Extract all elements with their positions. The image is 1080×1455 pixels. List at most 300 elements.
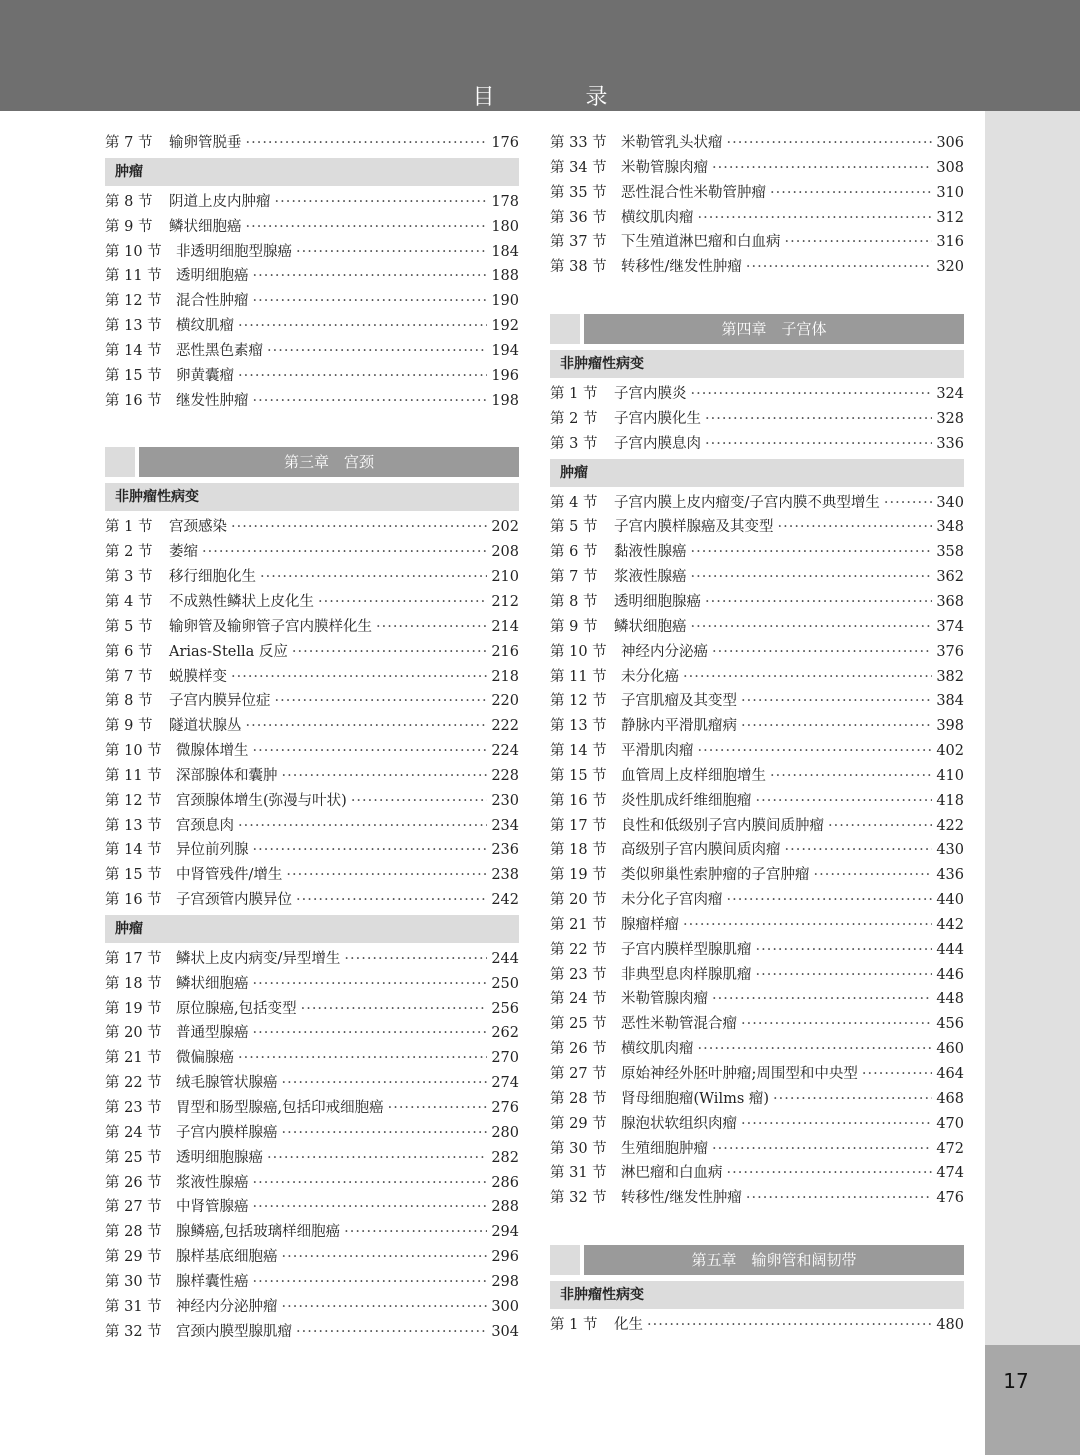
- page-ref: 474: [936, 1165, 964, 1182]
- toc-entry[interactable]: [550, 888, 964, 913]
- page-ref: 208: [491, 544, 519, 561]
- section-number: 第 31 节: [105, 1298, 162, 1315]
- dot-leader: [691, 615, 933, 640]
- page-ref: 410: [936, 767, 964, 784]
- chapter-title: 第五章 输卵管和阔韧带: [584, 1245, 964, 1275]
- section-number: 第 24 节: [550, 991, 607, 1008]
- toc-entry[interactable]: [550, 590, 964, 615]
- toc-entry[interactable]: [550, 1186, 964, 1211]
- toc-entry[interactable]: [105, 364, 519, 389]
- entry-title: 米勒管腺肉瘤: [621, 991, 708, 1008]
- toc-entry[interactable]: [550, 665, 964, 690]
- category-heading: 肿瘤: [105, 158, 519, 186]
- section-number: 第 25 节: [105, 1149, 162, 1166]
- toc-entry[interactable]: [105, 665, 519, 690]
- toc-entry[interactable]: [105, 615, 519, 640]
- dot-leader: [253, 972, 488, 997]
- page-ref: 286: [491, 1174, 519, 1191]
- entry-title: 异位前列腺: [176, 842, 249, 859]
- page-ref: 244: [491, 950, 519, 967]
- entry-title: 子宫颈管内膜异位: [176, 892, 292, 909]
- entry-title: 炎性肌成纤维细胞瘤: [621, 792, 752, 809]
- dot-leader: [741, 714, 932, 739]
- toc-entry[interactable]: [105, 389, 519, 414]
- toc-entry[interactable]: [105, 1121, 519, 1146]
- toc-entry[interactable]: [550, 963, 964, 988]
- section-number: 第 24 节: [105, 1124, 162, 1141]
- section-number: 第 10 节: [550, 643, 607, 660]
- toc-entry[interactable]: [105, 1270, 519, 1295]
- section-number: 第 22 节: [550, 941, 607, 958]
- section-number: 第 33 节: [550, 135, 607, 151]
- toc-entry[interactable]: [105, 590, 519, 615]
- entry-title: 腺样基底细胞癌: [176, 1249, 278, 1266]
- dot-leader: [376, 615, 487, 640]
- dot-leader: [691, 540, 933, 565]
- side-margin-band: [985, 111, 1080, 1455]
- page-ref: 270: [491, 1050, 519, 1067]
- page-ref: 376: [936, 643, 964, 660]
- toc-entry[interactable]: [105, 1146, 519, 1171]
- page-ref: 384: [936, 693, 964, 710]
- entry-title: 鳞状细胞癌: [169, 218, 242, 235]
- toc-entry[interactable]: [105, 1096, 519, 1121]
- entry-title: 蜕膜样变: [169, 668, 227, 685]
- toc-entry[interactable]: [105, 789, 519, 814]
- dot-leader: [698, 739, 933, 764]
- dot-leader: [785, 230, 933, 255]
- dot-leader: [282, 1121, 488, 1146]
- entry-title: 卵黄囊瘤: [176, 367, 234, 384]
- dot-leader: [238, 364, 487, 389]
- dot-leader: [746, 255, 932, 280]
- entry-title: 神经内分泌癌: [621, 643, 708, 660]
- page-ref: 234: [491, 817, 519, 834]
- section-number: 第 5 节: [105, 618, 153, 635]
- dot-leader: [301, 997, 488, 1022]
- toc-entry[interactable]: [105, 314, 519, 339]
- toc-entry[interactable]: [550, 789, 964, 814]
- entry-title: 腺泡状软组织肉瘤: [621, 1115, 737, 1132]
- toc-entry[interactable]: [105, 689, 519, 714]
- entry-title: 浆液性腺癌: [614, 569, 687, 586]
- entry-title: 转移性/继发性肿瘤: [621, 259, 742, 276]
- page-ref: 212: [491, 593, 519, 610]
- toc-entry[interactable]: [550, 987, 964, 1012]
- entry-title: 恶性黑色素瘤: [176, 342, 263, 359]
- page-ref: 402: [936, 743, 964, 760]
- section-number: 第 28 节: [550, 1090, 607, 1107]
- toc-entry[interactable]: [105, 1320, 519, 1345]
- dot-leader: [253, 1195, 488, 1220]
- section-number: 第 12 节: [105, 293, 162, 310]
- section-number: 第 12 节: [550, 693, 607, 710]
- page-ref: 422: [936, 817, 964, 834]
- dot-leader: [705, 432, 932, 457]
- toc-entry[interactable]: [550, 565, 964, 590]
- page-ref: 480: [936, 1317, 964, 1334]
- section-number: 第 3 节: [105, 569, 153, 586]
- toc-entry[interactable]: [550, 764, 964, 789]
- page-ref: 304: [491, 1323, 519, 1340]
- entry-title: 子宫内膜样腺癌及其变型: [614, 519, 774, 536]
- section-number: 第 14 节: [550, 743, 607, 760]
- page-ref: 308: [936, 159, 964, 176]
- page-ref: 320: [936, 259, 964, 276]
- page-title: 目 录: [472, 85, 650, 110]
- toc-entry[interactable]: [550, 1313, 964, 1338]
- toc-entry[interactable]: [550, 739, 964, 764]
- toc-entry[interactable]: [550, 1012, 964, 1037]
- toc-entry[interactable]: [550, 382, 964, 407]
- toc-entry[interactable]: [105, 1046, 519, 1071]
- page-ref: 192: [491, 318, 519, 335]
- chapter-heading: [105, 447, 519, 477]
- page-ref: 348: [936, 519, 964, 536]
- page-ref: 312: [936, 209, 964, 226]
- toc-entry[interactable]: [550, 540, 964, 565]
- dot-leader: [705, 590, 932, 615]
- entry-title: Arias-Stella 反应: [169, 643, 288, 660]
- toc-entry[interactable]: [550, 938, 964, 963]
- entry-title: 透明细胞腺癌: [176, 1149, 263, 1166]
- toc-entry[interactable]: [105, 565, 519, 590]
- page-ref: 296: [491, 1249, 519, 1266]
- dot-leader: [275, 689, 488, 714]
- entry-title: 横纹肌瘤: [176, 318, 234, 335]
- dot-leader: [267, 339, 487, 364]
- page-ref: 282: [491, 1149, 519, 1166]
- toc-entry[interactable]: [105, 339, 519, 364]
- page-ref: 442: [936, 916, 964, 933]
- section-number: 第 1 节: [550, 1317, 598, 1334]
- page-ref: 236: [491, 842, 519, 859]
- page-ref: 276: [491, 1100, 519, 1116]
- toc-entry[interactable]: [105, 1171, 519, 1196]
- toc-entry[interactable]: [550, 206, 964, 231]
- dot-leader: [770, 764, 932, 789]
- toc-entry[interactable]: [105, 515, 519, 540]
- dot-leader: [712, 640, 932, 665]
- toc-entry[interactable]: [550, 407, 964, 432]
- page-ref: 224: [491, 743, 519, 760]
- page-number: 17: [1003, 1369, 1029, 1393]
- page-ref: 328: [936, 410, 964, 427]
- toc-entry[interactable]: [550, 491, 964, 516]
- dot-leader: [741, 1112, 932, 1137]
- dot-leader: [691, 565, 933, 590]
- toc-entry[interactable]: [105, 190, 519, 215]
- toc-entry[interactable]: [550, 640, 964, 665]
- toc-entry[interactable]: [105, 240, 519, 265]
- toc-entry[interactable]: [550, 615, 964, 640]
- dot-leader: [351, 789, 487, 814]
- page-ref: 374: [936, 618, 964, 635]
- section-number: 第 35 节: [550, 184, 607, 201]
- toc-entry[interactable]: [105, 264, 519, 289]
- entry-title: 生殖细胞肿瘤: [621, 1140, 708, 1157]
- page-ref: 430: [936, 842, 964, 859]
- page-ref: 194: [491, 342, 519, 359]
- page-ref: 300: [491, 1298, 519, 1315]
- toc-entry[interactable]: [105, 1071, 519, 1096]
- page-ref: 436: [936, 867, 964, 884]
- section-number: 第 32 节: [550, 1190, 607, 1207]
- toc-entry[interactable]: [105, 215, 519, 240]
- section-number: 第 26 节: [105, 1174, 162, 1191]
- entry-title: 深部腺体和囊肿: [176, 767, 278, 784]
- section-number: 第 16 节: [105, 892, 162, 909]
- dot-leader: [318, 590, 487, 615]
- toc-entry[interactable]: [105, 714, 519, 739]
- section-number: 第 1 节: [105, 519, 153, 536]
- toc-entry[interactable]: [105, 764, 519, 789]
- page-ref: 464: [936, 1066, 964, 1082]
- toc-entry[interactable]: [105, 739, 519, 764]
- dot-leader: [282, 764, 488, 789]
- entry-title: 子宫内膜样型腺肌瘤: [621, 941, 752, 958]
- dot-leader: [296, 240, 487, 265]
- entry-title: 鳞状细胞癌: [614, 618, 687, 635]
- dot-leader: [814, 863, 933, 888]
- toc-entry[interactable]: [550, 1062, 964, 1087]
- dot-leader: [260, 565, 487, 590]
- section-number: 第 7 节: [105, 668, 153, 685]
- page-ref: 306: [936, 135, 964, 151]
- section-number: 第 17 节: [550, 817, 607, 834]
- section-number: 第 19 节: [105, 1000, 162, 1017]
- entry-title: 宫颈感染: [169, 519, 227, 536]
- entry-title: 不成熟性鳞状上皮化生: [169, 593, 314, 610]
- header-bar: [0, 0, 1080, 111]
- section-number: 第 19 节: [550, 867, 607, 884]
- entry-title: 米勒管腺肉瘤: [621, 159, 708, 176]
- entry-title: 转移性/继发性肿瘤: [621, 1190, 742, 1207]
- toc-entry[interactable]: [105, 540, 519, 565]
- toc-entry[interactable]: [105, 1021, 519, 1046]
- entry-title: 恶性米勒管混合瘤: [621, 1016, 737, 1033]
- entry-title: 腺鳞癌,包括玻璃样细胞癌: [176, 1224, 341, 1241]
- chapter-marker: [550, 1245, 580, 1275]
- toc-entry[interactable]: [105, 814, 519, 839]
- entry-title: 横纹肌肉瘤: [621, 1041, 694, 1058]
- page-ref: 178: [491, 193, 519, 210]
- page-ref: 298: [491, 1273, 519, 1290]
- section-number: 第 21 节: [550, 916, 607, 933]
- page-ref: 216: [491, 643, 519, 660]
- toc-entry[interactable]: [550, 814, 964, 839]
- toc-entry[interactable]: [550, 714, 964, 739]
- toc-entry[interactable]: [105, 131, 519, 156]
- dot-leader: [231, 515, 487, 540]
- page-ref: 176: [491, 135, 519, 151]
- dot-leader: [756, 789, 933, 814]
- section-number: 第 13 节: [105, 318, 162, 335]
- dot-leader: [344, 1220, 487, 1245]
- section-number: 第 21 节: [105, 1050, 162, 1067]
- toc-entry[interactable]: [105, 289, 519, 314]
- page-ref: 210: [491, 569, 519, 586]
- page-ref: 230: [491, 792, 519, 809]
- dot-leader: [246, 131, 488, 156]
- dot-leader: [712, 156, 932, 181]
- toc-entry[interactable]: [105, 1245, 519, 1270]
- toc-entry[interactable]: [105, 947, 519, 972]
- dot-leader: [756, 963, 933, 988]
- toc-entry[interactable]: [550, 1137, 964, 1162]
- entry-title: 黏液性腺癌: [614, 544, 687, 561]
- page-ref: 256: [491, 1000, 519, 1017]
- section-number: 第 8 节: [105, 193, 153, 210]
- toc-entry[interactable]: [550, 838, 964, 863]
- section-number: 第 2 节: [550, 410, 598, 427]
- toc-entry[interactable]: [105, 1295, 519, 1320]
- section-number: 第 23 节: [550, 966, 607, 983]
- section-number: 第 26 节: [550, 1041, 607, 1058]
- entry-title: 神经内分泌肿瘤: [176, 1298, 278, 1315]
- toc-entry[interactable]: [550, 156, 964, 181]
- toc-entry[interactable]: [550, 131, 964, 156]
- entry-title: 萎缩: [169, 544, 198, 561]
- toc-entry[interactable]: [105, 1195, 519, 1220]
- section-number: 第 8 节: [550, 593, 598, 610]
- dot-leader: [253, 264, 488, 289]
- entry-title: 原位腺癌,包括变型: [176, 1000, 297, 1017]
- section-number: 第 22 节: [105, 1075, 162, 1092]
- dot-leader: [296, 1320, 487, 1345]
- entry-title: 未分化癌: [621, 668, 679, 685]
- section-number: 第 36 节: [550, 209, 607, 226]
- dot-leader: [292, 640, 487, 665]
- section-number: 第 23 节: [105, 1100, 162, 1116]
- entry-title: 米勒管乳头状瘤: [621, 135, 723, 151]
- dot-leader: [884, 491, 932, 516]
- page-ref: 250: [491, 975, 519, 992]
- dot-leader: [705, 407, 932, 432]
- chapter-heading: [550, 314, 964, 344]
- page-ref: 262: [491, 1025, 519, 1042]
- page-ref: 382: [936, 668, 964, 685]
- toc-entry[interactable]: [550, 1087, 964, 1112]
- entry-title: 子宫内膜上皮内瘤变/子宫内膜不典型增生: [614, 494, 880, 511]
- section-number: 第 17 节: [105, 950, 162, 967]
- chapter-marker: [105, 447, 135, 477]
- entry-title: 高级别子宫内膜间质肉瘤: [621, 842, 781, 859]
- toc-entry[interactable]: [550, 515, 964, 540]
- toc-entry[interactable]: [550, 913, 964, 938]
- dot-leader: [231, 665, 487, 690]
- dot-leader: [253, 1270, 488, 1295]
- section-number: 第 4 节: [550, 494, 598, 511]
- page-ref: 358: [936, 544, 964, 561]
- entry-title: 子宫肌瘤及其变型: [621, 693, 737, 710]
- dot-leader: [712, 1137, 932, 1162]
- entry-title: 输卵管及输卵管子宫内膜样化生: [169, 618, 372, 635]
- toc-entry[interactable]: [105, 888, 519, 913]
- page-ref: 456: [936, 1016, 964, 1033]
- toc-entry[interactable]: [105, 838, 519, 863]
- toc-entry[interactable]: [105, 972, 519, 997]
- entry-title: 中肾管腺癌: [176, 1199, 249, 1216]
- section-number: 第 15 节: [105, 867, 162, 884]
- toc-entry[interactable]: [550, 230, 964, 255]
- section-number: 第 11 节: [550, 668, 607, 685]
- dot-leader: [862, 1062, 932, 1087]
- dot-leader: [238, 814, 487, 839]
- section-number: 第 30 节: [105, 1273, 162, 1290]
- page-ref: 448: [936, 991, 964, 1008]
- dot-leader: [683, 665, 932, 690]
- toc-entry[interactable]: [105, 1220, 519, 1245]
- entry-title: 子宫内膜息肉: [614, 435, 701, 452]
- page-ref: 476: [936, 1190, 964, 1207]
- section-number: 第 3 节: [550, 435, 598, 452]
- page-number-box: [985, 1345, 1080, 1455]
- entry-title: 化生: [614, 1317, 643, 1334]
- entry-title: 阴道上皮内肿瘤: [169, 193, 271, 210]
- section-number: 第 10 节: [105, 743, 162, 760]
- section-number: 第 28 节: [105, 1224, 162, 1241]
- dot-leader: [253, 389, 488, 414]
- chapter-title: 第三章 宫颈: [139, 447, 519, 477]
- section-number: 第 15 节: [105, 367, 162, 384]
- toc-entry[interactable]: [105, 997, 519, 1022]
- page-ref: 242: [491, 892, 519, 909]
- toc-left-column: [105, 131, 519, 1344]
- section-number: 第 9 节: [550, 618, 598, 635]
- section-number: 第 38 节: [550, 259, 607, 276]
- section-number: 第 30 节: [550, 1140, 607, 1157]
- entry-title: 腺样囊性癌: [176, 1273, 249, 1290]
- toc-entry[interactable]: [550, 863, 964, 888]
- dot-leader: [296, 888, 487, 913]
- section-number: 第 20 节: [550, 892, 607, 909]
- section-number: 第 5 节: [550, 519, 598, 536]
- toc-entry[interactable]: [550, 181, 964, 206]
- dot-leader: [691, 382, 933, 407]
- section-number: 第 2 节: [105, 544, 153, 561]
- toc-entry[interactable]: [550, 1037, 964, 1062]
- page-ref: 198: [491, 392, 519, 409]
- page-ref: 440: [936, 892, 964, 909]
- dot-leader: [202, 540, 487, 565]
- toc-entry[interactable]: [550, 689, 964, 714]
- dot-leader: [647, 1313, 932, 1338]
- dot-leader: [282, 1245, 488, 1270]
- section-number: 第 20 节: [105, 1025, 162, 1042]
- dot-leader: [698, 206, 933, 231]
- section-number: 第 18 节: [550, 842, 607, 859]
- dot-leader: [741, 1012, 932, 1037]
- dot-leader: [727, 131, 933, 156]
- entry-title: 非典型息肉样腺肌瘤: [621, 966, 752, 983]
- toc-entry[interactable]: [550, 432, 964, 457]
- section-number: 第 11 节: [105, 268, 162, 285]
- toc-entry[interactable]: [550, 1112, 964, 1137]
- dot-leader: [253, 838, 488, 863]
- dot-leader: [246, 714, 488, 739]
- toc-entry[interactable]: [550, 255, 964, 280]
- toc-entry[interactable]: [105, 640, 519, 665]
- toc-entry[interactable]: [550, 1161, 964, 1186]
- page-ref: 188: [491, 268, 519, 285]
- entry-title: 宫颈息肉: [176, 817, 234, 834]
- page-ref: 238: [491, 867, 519, 884]
- entry-title: 良性和低级别子宫内膜间质肿瘤: [621, 817, 824, 834]
- entry-title: 移行细胞化生: [169, 569, 256, 586]
- entry-title: 输卵管脱垂: [169, 135, 242, 151]
- toc-entry[interactable]: [105, 863, 519, 888]
